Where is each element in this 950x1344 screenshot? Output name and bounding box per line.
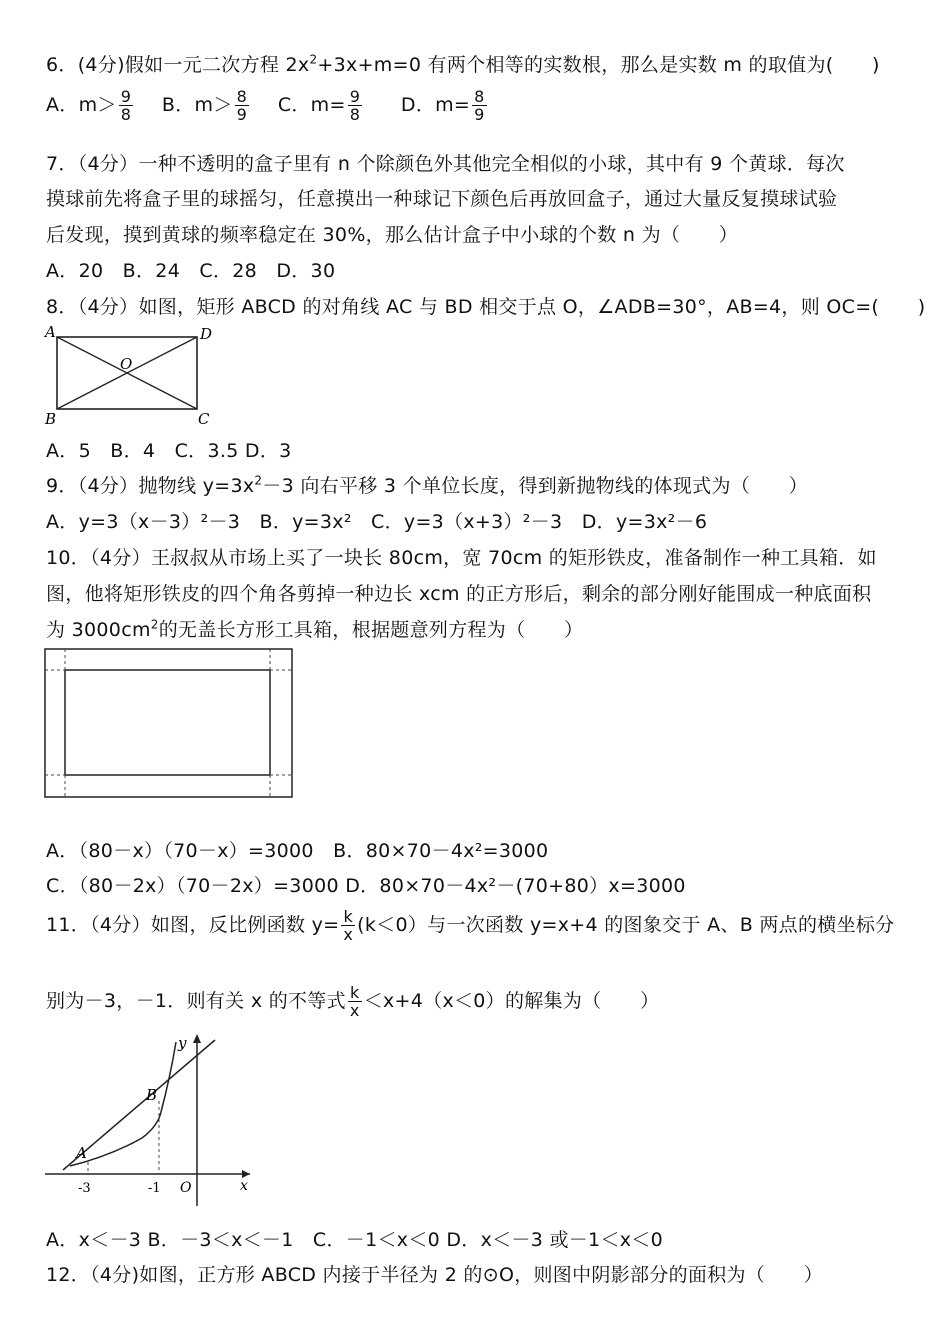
q6-stem: 6．(4分)假如一元二次方程 $2x^2+3x+m=0$ 有两个相等的实数根，那么是实数 m 的取值为( ) [46,52,880,76]
q12-stem: 12．（4分)如图，正方形 ABCD 内接于半径为 2 的⊙O，则图中阴影部分的面积为（ ） [46,1264,823,1286]
q7-line1: 7．（4分）一种不透明的盒子里有 n 个除颜色外其他完全相似的小球，其中有 9 个黄球．每次 [46,153,845,175]
q11-options[interactable]: A．x＜－3 B．－3＜x＜－1 C．－1＜x＜0 D．x＜－3 或－1＜x＜0 [46,1229,663,1251]
q11-line2: 别为－3，－1．则有关 x 的不等式 $\frac{k}{x}$ ＜x+4（x＜0）的解集为（ ） [46,983,660,1020]
q9-stem: 9．（4分）抛物线 $y=3x^2-3$ 向右平移 3 个单位长度，得到新抛物线的体现式为（ ） [46,473,808,497]
q10-line3: 为 $3000cm^2$的无盖长方形工具箱，根据题意列方程为（ ） [46,617,584,641]
q11-tick-neg3: -3 [78,1181,91,1196]
q6-option-b[interactable]: B．m＞ $\frac{8}{9}$ [161,87,248,124]
q8-label-a: A [45,323,56,341]
q8-label-d: D [200,325,213,343]
q11-line1: 11．（4分）如图，反比例函数 y= $\frac{k}{x}$ (k＜0）与一次函数 y=x+4 的图象交于 A、B 两点的横坐标分 [46,907,895,944]
q8-stem: 8．（4分）如图，矩形 ABCD 的对角线 AC 与 BD 相交于点 O，∠ADB=30°，AB=4，则 OC=( ) [46,296,926,318]
q11-tick-neg1: -1 [148,1181,161,1196]
q6-option-c[interactable]: C．m= $\frac{9}{8}$ [277,87,361,124]
q8-rectangle-figure [40,322,220,430]
q11-fraction: $\frac{k}{x}$ [343,907,354,944]
q8-options[interactable]: A．5 B．4 C．3.5 D．3 [46,440,292,462]
q10-options-ab[interactable]: A．（80－x）（70－x）=3000 B．80×70－4x²=3000 [46,840,549,862]
q11-label-a: A [76,1144,87,1162]
q8-label-c: C [198,410,210,428]
q7-line3: 后发现，摸到黄球的频率稳定在 30%，那么估计盒子中小球的个数 n 为（ ） [46,224,739,246]
q11-label-b: B [146,1086,158,1104]
q10-options-cd[interactable]: C．（80－2x）（70－2x）=3000 D．80×70－4x²－(70+80）x=3000 [46,875,686,897]
q6-option-a[interactable]: A．m＞ $\frac{9}{8}$ [46,87,132,124]
q11-label-y: y [178,1034,187,1052]
q11-label-x: x [240,1178,248,1194]
q10-line2: 图，他将矩形铁皮的四个角各剪掉一种边长 xcm 的正方形后，剩余的部分刚好能围成一种底面积 [46,583,872,605]
q7-line2: 摸球前先将盒子里的球摇匀，任意摸出一种球记下颜色后再放回盒子，通过大量反复摸球试验 [46,188,838,210]
q11-label-o: O [180,1180,192,1196]
q9-options[interactable]: A．y=3（x－3）²－3 B．y=3x² C．y=3（x+3）²－3 D．y=3x²－6 [46,511,708,533]
q8-label-b: B [45,410,57,428]
q7-options[interactable]: A．20 B．24 C．28 D．30 [46,260,336,282]
q11-fraction-2: $\frac{k}{x}$ [349,983,360,1020]
q10-line1: 10．（4分）王叔叔从市场上买了一块长 80cm，宽 70cm 的矩形铁皮，准备制作一种工具箱．如 [46,547,877,569]
q10-iron-sheet-figure [44,648,296,800]
q6-options [46,88,489,123]
q6-option-d[interactable]: D．m= $\frac{8}{9}$ [400,87,485,124]
q8-label-o: O [120,355,133,373]
q11-function-graph [40,1030,262,1212]
